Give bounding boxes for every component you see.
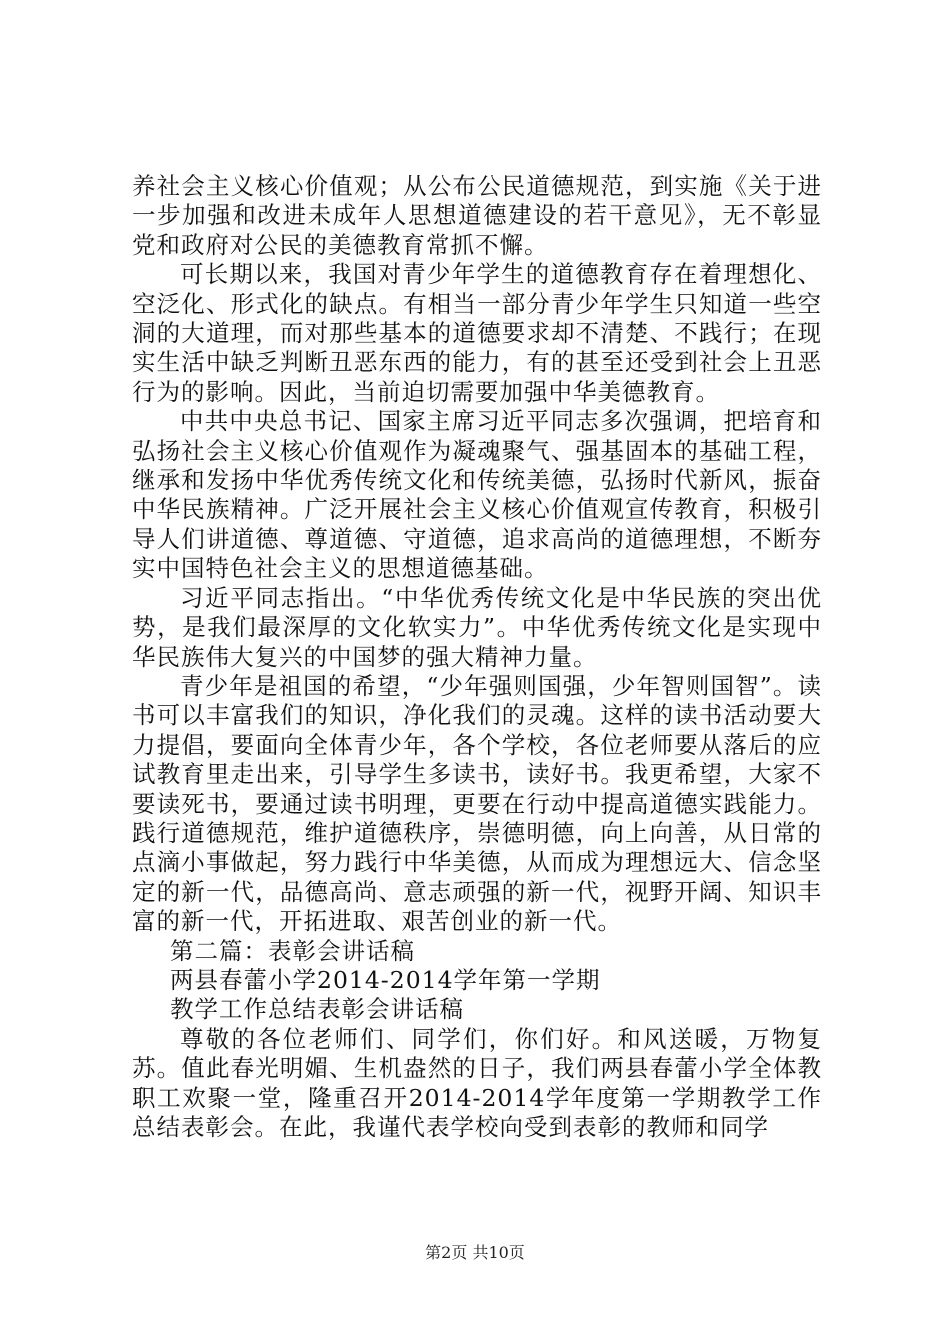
paragraph: 青少年是祖国的希望，“少年强则国强，少年智则国智”。读书可以丰富我们的知识，净化我们的灵魂。这样的读书活动要大力提倡，要面向全体青少年，各个学校，各位老师要从落后的应试教育里走出来，引导学生多读书，读好书。我更希望，大家不要读死书，要通过读书明理，更要在行动中提高道德实践能力。践行道德规范，维护道德秩序，崇德明德，向上向善，从日常的点滴小事做起，努力践行中华美德，从而成为理想远大、信念坚定的新一代，品德高尚、意志顽强的新一代，视野开阔、知识丰富的新一代，开拓进取、艰苦创业的新一代。 (132, 671, 822, 936)
school-line: 两县春蕾小学2014-2014学年第一学期 (170, 965, 601, 994)
opening-paragraph: 尊敬的各位老师们、同学们，你们好。和风送暖，万物复苏。值此春光明媚、生机盎然的日子，我们两县春蕾小学全体教职工欢聚一堂，隆重召开2014-2014学年度第一学期教学工作总结表彰会。在此，我谨代表学校向受到表彰的教师和同学 (132, 1024, 822, 1141)
paragraph: 习近平同志指出。“中华优秀传统文化是中华民族的突出优势，是我们最深厚的文化软实力”。中华优秀传统文化是实现中华民族伟大复兴的中国梦的强大精神力量。 (132, 583, 822, 671)
section-title: 第二篇：表彰会讲话稿 (170, 936, 415, 965)
paragraph: 中共中央总书记、国家主席习近平同志多次强调，把培育和弘扬社会主义核心价值观作为凝魂聚气、强基固本的基础工程，继承和发扬中华优秀传统文化和传统美德，弘扬时代新风，振奋中华民族精神。广泛开展社会主义核心价值观宣传教育，积极引导人们讲道德、尊道德、守道德，追求高尚的道德理想，不断夯实中国特色社会主义的思想道德基础。 (132, 407, 822, 583)
page-number-footer: 第2页 共10页 (425, 1243, 525, 1262)
speech-title: 教学工作总结表彰会讲话稿 (170, 995, 464, 1024)
paragraph-continuation: 养社会主义核心价值观；从公布公民道德规范，到实施《关于进一步加强和改进未成年人思想道德建设的若干意见》，无不彰显党和政府对公民的美德教育常抓不懈。 (132, 172, 822, 259)
document-body (132, 172, 822, 1142)
paragraph: 可长期以来，我国对青少年学生的道德教育存在着理想化、空泛化、形式化的缺点。有相当一部分青少年学生只知道一些空洞的大道理，而对那些基本的道德要求却不清楚、不践行；在现实生活中缺乏判断丑恶东西的能力，有的甚至还受到社会上丑恶行为的影响。因此，当前迫切需要加强中华美德教育。 (132, 260, 822, 406)
